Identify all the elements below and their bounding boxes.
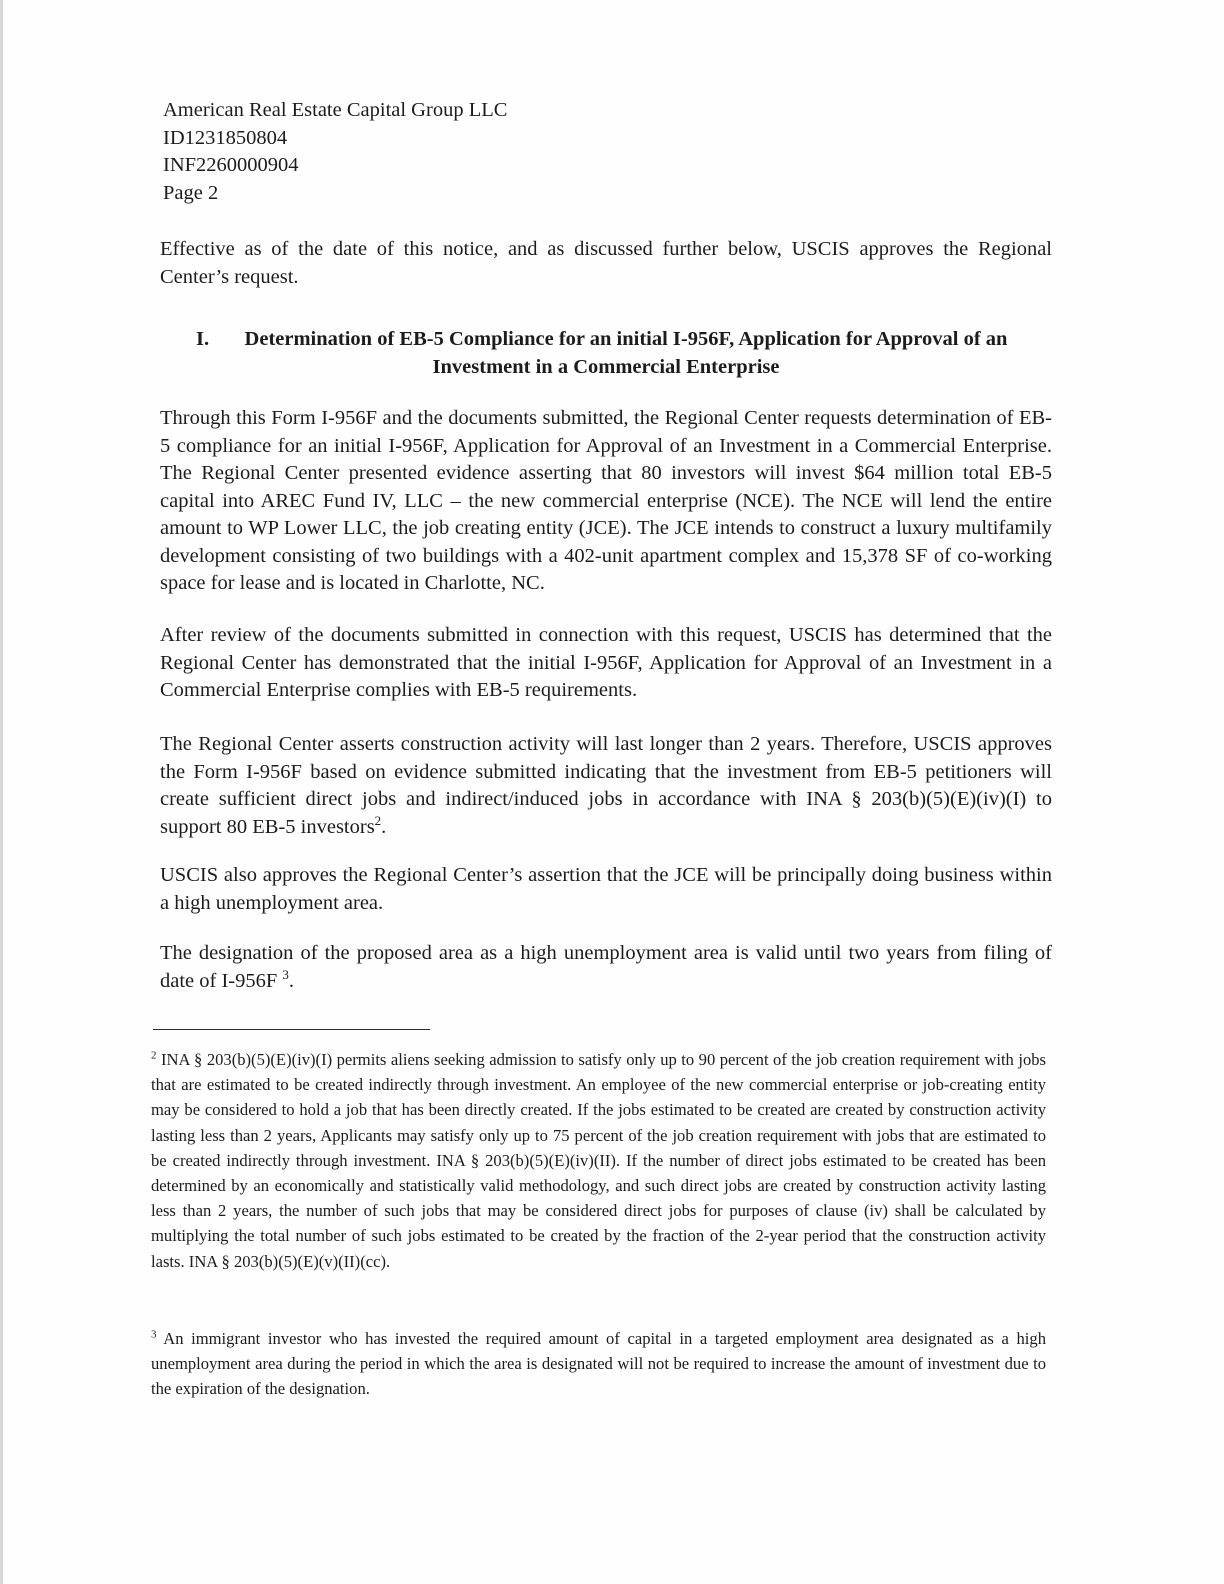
footnote-ref-2: 2 <box>374 812 382 828</box>
page-number: Page 2 <box>163 181 219 204</box>
section-title-line1: Determination of EB-5 Compliance for an initial I-956F, Application for Approval of an <box>244 328 1008 350</box>
footnote-2-mark: 2 <box>151 1049 157 1062</box>
inf-number: INF2260000904 <box>163 154 299 176</box>
paragraph-construction-end: . <box>381 815 387 838</box>
footnote-3-text: An immigrant investor who has invested the required amount of capital in a targeted employment area designated as a high unemployment area during the period in which the area is designated will not be required to increase the amount of investment due to the expiration of the designation. <box>151 1329 1046 1399</box>
paragraph-designation <box>160 940 1052 995</box>
paragraph-construction-text: The Regional Center asserts construction activity will last longer than 2 years. Therefore, USCIS approves the Form I-956F based on evidence submitted indicating that the investment from EB-5 petitioners will create sufficient direct jobs and indirect/induced jobs in accordance with INA § 203(b)(5)(E)(iv)(I) to support 80 EB-5 investors <box>160 733 1052 838</box>
footnote-3-mark: 3 <box>151 1328 157 1341</box>
paragraph-designation-end: . <box>288 969 295 992</box>
footnote-ref-3: 3 <box>282 966 289 982</box>
section-heading <box>160 326 1052 381</box>
paragraph-high-unemployment: USCIS also approves the Regional Center’s assertion that the JCE will be principally doing business within a high unemployment area. <box>160 864 1052 914</box>
id-number: ID1231850804 <box>163 126 288 149</box>
footnote-2 <box>151 1047 1046 1274</box>
company-name: American Real Estate Capital Group LLC <box>163 99 508 121</box>
section-number: I. <box>196 328 210 350</box>
scan-edge <box>0 0 3 1584</box>
paragraph-determination: After review of the documents submitted in connection with this request, USCIS has determined that the Regional Center has demonstrated that the initial I-956F, Application for Approval of an Investment in a Commercial Enterprise complies with EB-5 requirements. <box>160 624 1052 701</box>
paragraph-construction <box>160 731 1052 841</box>
paragraph-request: Through this Form I-956F and the documents submitted, the Regional Center requests determination of EB-5 compliance for an initial I-956F, Application for Approval of an Investment in a Commercial Enterprise. The Regional Center presented evidence asserting that 80 investors will invest $64 million total EB-5 capital into AREC Fund IV, LLC – the new commercial enterprise (NCE). The NCE will lend the entire amount to WP Lower LLC, the job creating entity (JCE). The JCE intends to construct a luxury multifamily development consisting of two buildings with a 402-unit apartment complex and 15,378 SF of co-working space for lease and is located in Charlotte, NC. <box>160 407 1052 594</box>
footnote-divider <box>153 1029 430 1030</box>
footnote-2-text: INA § 203(b)(5)(E)(iv)(I) permits aliens seeking admission to satisfy only up to 90 percent of the job creation requirement with jobs that are estimated to be created indirectly through investment. An employee of the new commercial enterprise or job-creating entity may be considered to hold a job that has been directly created. If the jobs estimated to be created are created by construction activity lasting less than 2 years, Applicants may satisfy only up to 75 percent of the job creation requirement with jobs that are estimated to be created indirectly through investment. INA § 203(b)(5)(E)(iv)(II). If the number of direct jobs estimated to be created has been determined by an economically and statistically valid methodology, and such direct jobs are created by construction activity lasting less than 2 years, the number of such jobs that may be considered direct jobs for purposes of clause (iv) shall be calculated by multiplying the total number of such jobs estimated to be created by the fraction of the 2-year period that the construction activity lasts. INA § 203(b)(5)(E)(v)(II)(cc). <box>151 1050 1046 1271</box>
letter-header <box>163 97 507 207</box>
paragraph-designation-text: The designation of the proposed area as a high unemployment area is valid until two years from filing of date of I-956F <box>160 942 1052 992</box>
intro-paragraph: Effective as of the date of this notice, and as discussed further below, USCIS approves the Regional Center’s request. <box>160 238 1052 288</box>
footnote-3 <box>151 1326 1046 1402</box>
section-title-line2: Investment in a Commercial Enterprise <box>432 355 780 378</box>
